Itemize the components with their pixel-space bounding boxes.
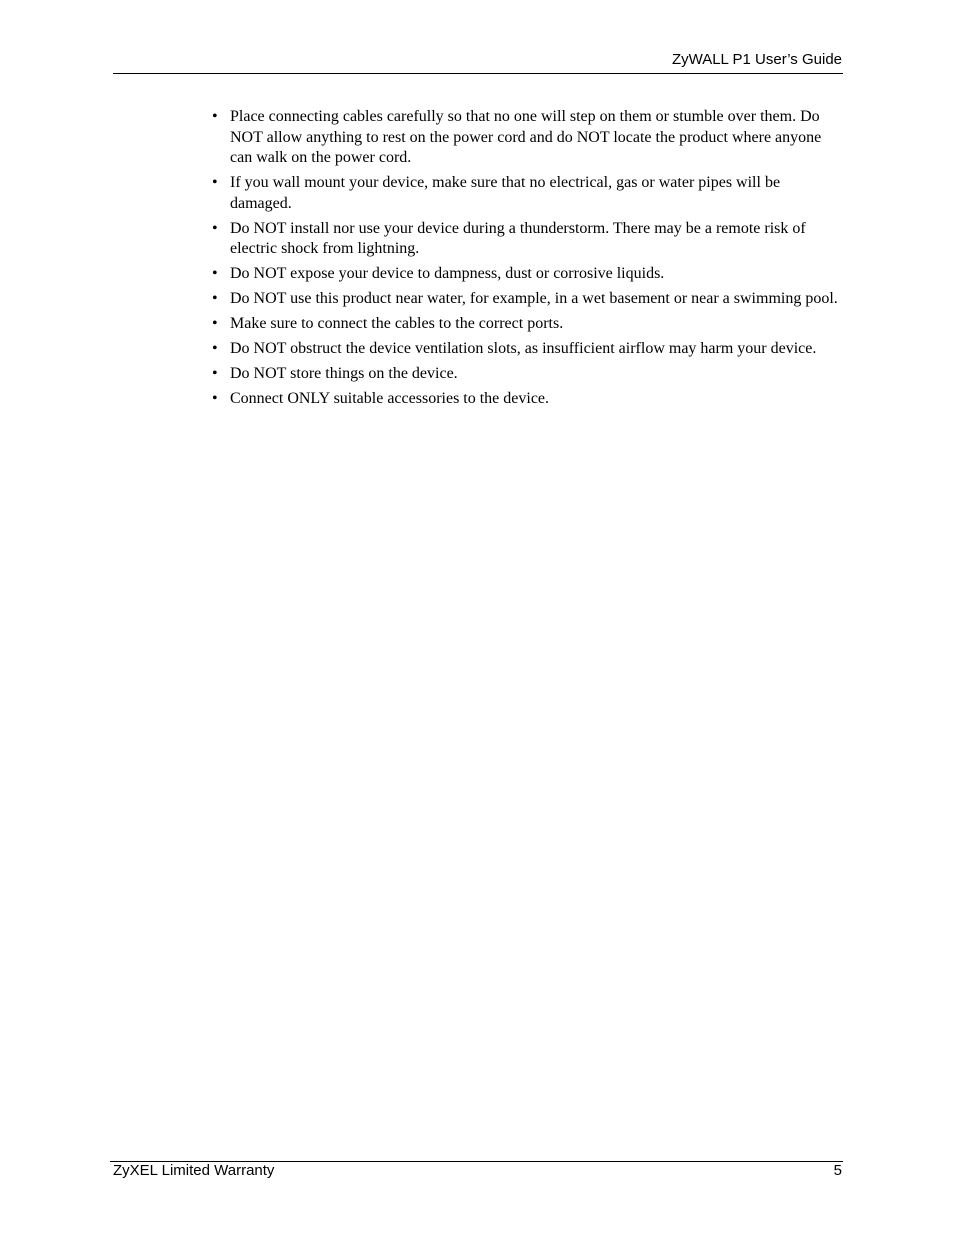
bullet-icon: • — [212, 390, 218, 407]
bullet-icon: • — [212, 340, 218, 357]
list-item-text: Make sure to connect the cables to the correct ports. — [230, 315, 564, 332]
list-item — [212, 364, 844, 385]
bullet-icon: • — [212, 174, 218, 191]
list-item-text: Do NOT obstruct the device ventilation slots, as insufficient airflow may harm your device. — [230, 340, 817, 357]
page-number: 5 — [833, 1162, 842, 1179]
list-item — [212, 264, 844, 285]
header-title: ZyWALL P1 User’s Guide — [671, 51, 842, 68]
header-divider — [113, 73, 843, 74]
list-item-text: Do NOT use this product near water, for example, in a wet basement or near a swimming pool. — [230, 290, 838, 307]
safety-bullet-list — [212, 107, 844, 414]
list-item — [212, 339, 844, 360]
bullet-icon: • — [212, 365, 218, 382]
footer-section-title: ZyXEL Limited Warranty — [113, 1162, 275, 1179]
list-item — [212, 314, 844, 335]
bullet-icon: • — [212, 108, 218, 125]
list-item — [212, 107, 844, 169]
list-item-text: Do NOT install nor use your device during a thunderstorm. There may be a remote risk of electric shock from lightning. — [230, 219, 806, 257]
list-item-text: Place connecting cables carefully so that no one will step on them or stumble over them. Do NOT allow anything to rest on the power cord and do NOT locate the product where anyone can walk on the power cord. — [230, 108, 822, 166]
list-item — [212, 289, 844, 310]
list-item-text: If you wall mount your device, make sure that no electrical, gas or water pipes will be damaged. — [230, 174, 781, 212]
list-item — [212, 173, 844, 214]
bullet-icon: • — [212, 290, 218, 307]
list-item-text: Do NOT store things on the device. — [230, 365, 458, 382]
list-item — [212, 219, 844, 260]
bullet-icon: • — [212, 315, 218, 332]
bullet-icon: • — [212, 219, 218, 237]
list-item-text: Do NOT expose your device to dampness, dust or corrosive liquids. — [230, 265, 665, 282]
list-item-text: Connect ONLY suitable accessories to the device. — [230, 390, 550, 407]
bullet-icon: • — [212, 265, 218, 282]
list-item — [212, 389, 844, 410]
